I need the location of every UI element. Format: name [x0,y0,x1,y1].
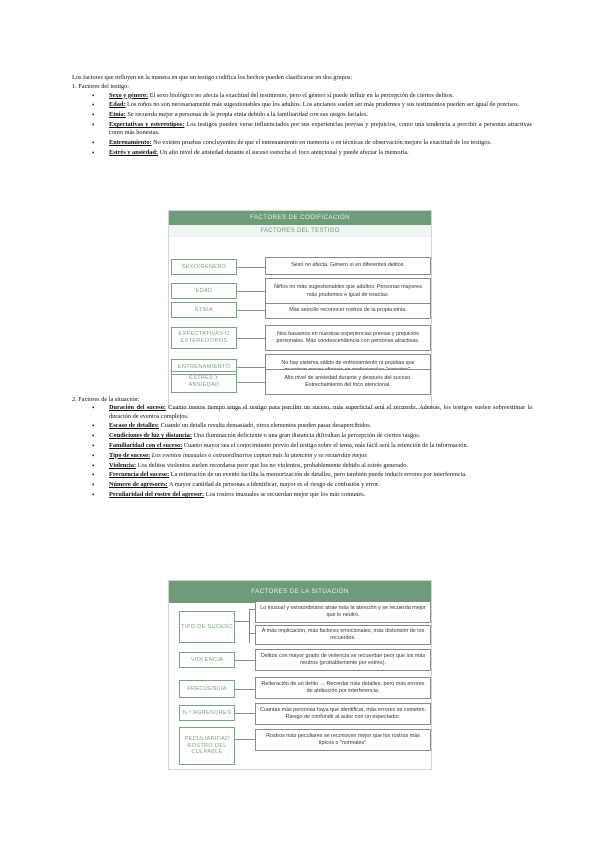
section2-list [92,404,532,499]
box-sexo-genero: Sexo no afecta. Género sí en diferentes delitos. [265,257,431,275]
label-etnia: ETNIA [171,302,237,318]
label-edad: EDAD [171,283,237,299]
list-item: • Familiaridad con el suceso: Cuanto mayor sea el conocimiento previo del testigo sobre el tema, más fácil será la retención de la información. [92,442,532,450]
intro-paragraph: Los factores que influyen en la manera en que un testigo codifica los hechos pueden clasificarse en dos grupos: [72,74,353,81]
box-tipo-suceso-1: Lo inusual y extraordinario atrae más la atención y se recuerda mejor que lo neutro. [255,601,431,623]
label-sexo-genero: SEXO/GÉNERO [171,259,237,275]
section1-title: 1. Factores del testigo: [72,83,130,91]
label-estres: ESTRÉS Y ANSIEDAD [171,371,237,393]
list-item: • Condiciones de luz y distancia: Una iluminación deficiente o una gran distancia dificultan la percepción de ciertos rasgos. [92,432,532,440]
box-estres: Alto nivel de ansiedad durante y después del suceso. Estrechamiento del foco atencional. [265,369,431,395]
label-expectativas: EXPECTATIVAS O ESTEREOTIPOS [171,327,237,349]
box-tipo-suceso-2: A más implicación, más factores emocionales, más distorsión de los recuerdos. [255,625,431,645]
box-peculiaridad: Rostros más peculiares se reconocen mejor que los rostros más típicos o "normales". [255,729,431,751]
list-item: • Etnia: Se recuerda mejor a personas de la propia etnia debido a la familiaridad con sus rasgos faciales. [92,111,532,119]
box-agresores: Cuantas más personas haya que identificar, más errores se cometen. Riesgo de confundir al autor con un espectador. [255,703,431,725]
label-agresores: N.º AGRESORES [179,705,235,721]
list-item: • Tipo de suceso: Los eventos inusuales o extraordinarios captan más la atención y se recuerdan mejor. [92,452,532,460]
list-item: • Duración del suceso: Cuanto menos tiempo tenga el testigo para percibir un suceso, más superficial será el recuerdo. Además, los testigos suelen sobreestimar la duración de eventos complejos. [92,404,532,421]
list-item: • Peculiaridad del rostro del agresor: Los rostros inusuales se recuerdan mejor que los más comunes. [92,491,532,499]
box-edad: Niños no más sugestionables que adultos. Personas mayores más prudentes e igual de exactas. [265,278,431,305]
label-violencia: VIOLENCIA [179,652,235,668]
box-frecuencia: Reiteración de un delito → Recordar más detalles, pero más errores de atribución por interferencia. [255,677,431,699]
list-item: • Entrenamiento: No existen pruebas concluyentes de que el entrenamiento en memoria o en técnicas de observación mejore la exactitud de los testigos. [92,139,532,147]
list-item: • Estrés y ansiedad: Un alto nivel de ansiedad durante el suceso estrecha el foco atencional y puede afectar la memoria. [92,149,532,157]
diagram1-header: FACTORES DE CODIFICACIÓN [169,211,431,225]
section2-title: 2. Factores de la situación: [72,396,140,403]
label-tipo-suceso: TIPO DE SUCESO [179,611,235,643]
list-item: • Sexo y género: El sexo biológico no afecta la exactitud del testimonio, pero el género sí puede influir en la percepción de ciertos delitos. [92,92,532,100]
diagram-situation-factors [168,580,432,770]
list-item: • Escaso de detalles: Cuando un detalle resulta demasiado, otros elementos pueden pasar desapercibidos. [92,422,532,430]
box-violencia: Delitos con mayor grado de violencia se recuerdan peor que los más neutros (probablemente por estrés). [255,649,431,671]
list-item: • Expectativas y estereotipos: Los testigos pueden verse influenciados por sus experiencias previas y prejuicios, como una tendencia a percibir a personas atractivas como más honestas. [92,121,532,138]
document-body [72,74,532,159]
list-item: • Violencia: Los delitos violentos suelen recordarse peor que los no violentos, probablemente debido al estrés generado. [92,462,532,470]
list-item: • Frecuencia del suceso: La reiteración de un evento facilita la memorización de detalles, pero también puede inducir errores por interferencia. [92,471,532,479]
box-entrenamiento: No hay sistema válido de entrenamiento ni pruebas que [265,354,431,380]
label-entrenamiento: ENTRENAMIENTO [171,359,237,375]
label-frecuencia: FRECUENCIA [179,680,235,698]
diagram1-subheader: FACTORES DEL TESTIGO [169,225,431,237]
diagram2-header: FACTORES DE LA SITUACIÓN [169,581,431,603]
box-etnia: Más sencillo reconocer rostros de la propia etnia. [265,303,431,319]
box-expectativas: Nos basamos en nuestras experiencias previas y prejuicios personales. Más condescendencia con personas atractivas. [265,325,431,351]
section1-list [92,92,532,158]
diagram-witness-factors [168,210,432,386]
label-peculiaridad: PECULIARIDAD ROSTRO DEL CULPABLE [179,727,235,765]
list-item: • Edad: Los niños no son necesariamente más sugestionables que los adultos. Los ancianos suelen ser más prudentes y sus testimonios pueden ser igual de precisos. [92,101,532,109]
list-item: • Número de agresores: A mayor cantidad de personas a identificar, mayor es el riesgo de confusión y error. [92,481,532,489]
document-body-section2 [72,396,532,501]
